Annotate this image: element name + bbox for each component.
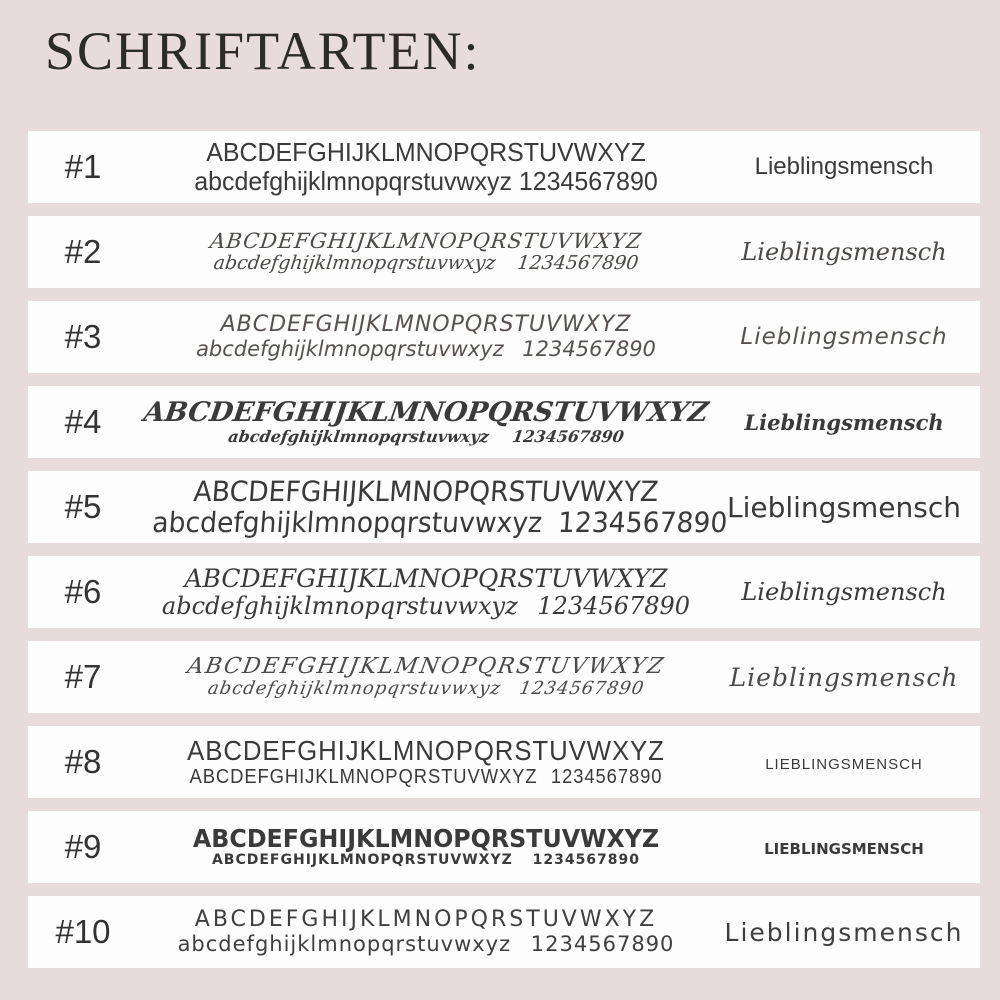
font-row-10 bbox=[28, 896, 980, 968]
sample-word-container bbox=[714, 749, 980, 775]
sample-word-container bbox=[714, 153, 980, 181]
sample-word: Lieblingsmensch bbox=[744, 409, 944, 435]
font-row-3 bbox=[28, 301, 980, 373]
sample-word-container bbox=[714, 410, 980, 435]
font-specimen bbox=[138, 825, 714, 869]
specimen-lowercase-numbers: abcdefghijklmnopqrstuvwxyz 1234567890 bbox=[196, 336, 656, 361]
font-specimen bbox=[138, 908, 714, 956]
sample-word: Lieblingsmensch bbox=[741, 238, 947, 266]
font-number: #10 bbox=[55, 913, 111, 950]
font-number: #6 bbox=[64, 573, 102, 610]
specimen-uppercase: ABCDEFGHIJKLMNOPQRSTUVWXYZ bbox=[185, 653, 667, 679]
font-row-4 bbox=[28, 386, 980, 458]
font-row-7 bbox=[28, 641, 980, 713]
specimen-uppercase: ABCDEFGHIJKLMNOPQRSTUVWXYZ bbox=[192, 474, 660, 508]
specimen-uppercase: ABCDEFGHIJKLMNOPQRSTUVWXYZ bbox=[141, 396, 711, 428]
sample-word-container bbox=[714, 918, 980, 947]
sample-word-container bbox=[714, 238, 980, 266]
sample-word: Lieblingsmensch bbox=[729, 662, 959, 692]
sample-word: lieblingsmensch bbox=[765, 749, 923, 774]
sample-word: Lieblingsmensch bbox=[741, 578, 947, 606]
specimen-uppercase: ABCDEFGHIJKLMNOPQRSTUVWXYZ bbox=[184, 563, 668, 593]
sample-word-container bbox=[714, 578, 980, 606]
page-title: SCHRIFTARTEN: bbox=[45, 21, 481, 81]
font-row-2 bbox=[28, 216, 980, 288]
font-number: #9 bbox=[64, 828, 102, 865]
specimen-uppercase: ABCDEFGHIJKLMNOPQRSTUVWXYZ bbox=[187, 735, 665, 767]
font-number: #8 bbox=[64, 743, 102, 780]
specimen-uppercase: ABCDEFGHIJKLMNOPQRSTUVWXYZ bbox=[194, 906, 658, 932]
font-specimen bbox=[138, 398, 714, 446]
font-row-1 bbox=[28, 131, 980, 203]
font-specimen bbox=[138, 138, 714, 196]
sample-word: lieblingsmensch bbox=[764, 834, 924, 860]
specimen-lowercase-numbers: ABCDEFGHIJKLMNOPQRSTUVWXYZ 1234567890 bbox=[189, 766, 663, 789]
font-specimen bbox=[138, 565, 714, 620]
specimen-uppercase: ABCDEFGHIJKLMNOPQRSTUVWXYZ bbox=[220, 311, 632, 337]
sample-word: Lieblingsmensch bbox=[740, 324, 948, 350]
font-number: #7 bbox=[64, 658, 102, 695]
sample-word: Lieblingsmensch bbox=[754, 153, 934, 180]
font-row-9 bbox=[28, 811, 980, 883]
font-specimen bbox=[138, 313, 714, 361]
font-specimen bbox=[138, 735, 714, 789]
specimen-lowercase-numbers: abcdefghijklmnopqrstuvwxyz 1234567890 bbox=[161, 591, 691, 620]
font-row-8 bbox=[28, 726, 980, 798]
font-specimen bbox=[138, 474, 729, 539]
sample-word: Lieblingsmensch bbox=[724, 917, 964, 947]
font-row-5 bbox=[28, 471, 980, 543]
sample-word-container bbox=[714, 663, 980, 692]
specimen-lowercase-numbers: ABCDEFGHIJKLMNOPQRSTUVWXYZ 1234567890 bbox=[211, 852, 641, 869]
font-list bbox=[28, 131, 980, 968]
specimen-uppercase: ABCDEFGHIJKLMNOPQRSTUVWXYZ bbox=[206, 136, 646, 167]
specimen-lowercase-numbers: abcdefghijklmnopqrstuvwxyz 1234567890 bbox=[206, 678, 647, 700]
font-number: #3 bbox=[64, 318, 102, 355]
font-number: #4 bbox=[64, 403, 102, 440]
sample-word: Lieblingsmensch bbox=[726, 490, 962, 524]
specimen-lowercase-numbers: abcdefghijklmnopqrstuvwxyz 1234567890 bbox=[151, 506, 729, 539]
sample-word-container bbox=[714, 491, 980, 524]
specimen-lowercase-numbers: abcdefghijklmnopqrstuvwxyz 1234567890 bbox=[212, 252, 640, 275]
font-row-6 bbox=[28, 556, 980, 628]
specimen-uppercase: ABCDEFGHIJKLMNOPQRSTUVWXYZ bbox=[192, 824, 660, 854]
specimen-lowercase-numbers: abcdefghijklmnopqrstuvwxyz 1234567890 bbox=[194, 166, 658, 196]
font-number: #2 bbox=[64, 233, 102, 270]
font-number: #5 bbox=[64, 488, 102, 525]
sample-word-container bbox=[714, 835, 980, 860]
specimen-uppercase: ABCDEFGHIJKLMNOPQRSTUVWXYZ bbox=[208, 228, 644, 253]
font-specimen bbox=[138, 655, 714, 700]
font-number: #1 bbox=[64, 148, 102, 185]
specimen-lowercase-numbers: abcdefghijklmnopqrstuvwxyz 1234567890 bbox=[177, 931, 675, 956]
sample-word-container bbox=[714, 324, 980, 350]
specimen-lowercase-numbers: abcdefghijklmnopqrstuvwxyz 1234567890 bbox=[227, 427, 626, 447]
font-specimen bbox=[138, 230, 714, 275]
